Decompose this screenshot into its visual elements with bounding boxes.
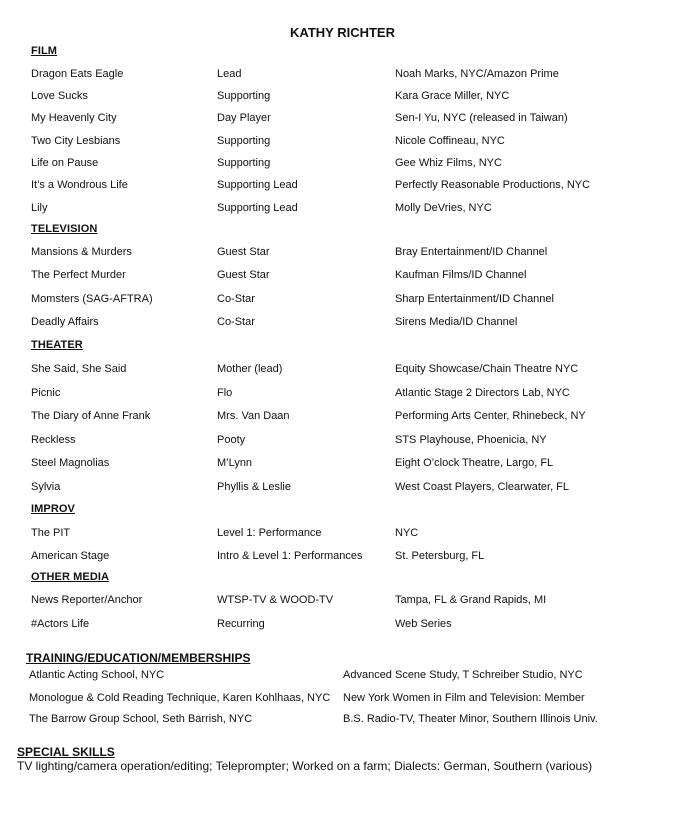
credit-company: Perfectly Reasonable Productions, NYC (395, 179, 591, 191)
credit-company: Kaufman Films/ID Channel (395, 269, 527, 281)
credit-company: Molly DeVries, NYC (395, 202, 492, 214)
credit-role: Level 1: Performance (217, 527, 322, 539)
credit-role: Guest Star (217, 246, 270, 258)
credit-title: My Heavenly City (31, 112, 117, 124)
credit-title: Mansions & Murders (31, 246, 132, 258)
section-heading-other-media: OTHER MEDIA (31, 571, 110, 583)
credit-title: American Stage (31, 550, 110, 562)
credit-title: Two City Lesbians (31, 135, 121, 147)
credit-row (0, 527, 685, 542)
credit-title: Love Sucks (31, 90, 88, 102)
training-item: Atlantic Acting School, NYC (29, 669, 165, 681)
credit-row (0, 550, 685, 565)
credit-row (0, 410, 685, 425)
credit-role: Day Player (217, 112, 271, 124)
training-heading: TRAINING/EDUCATION/MEMBERSHIPS (26, 651, 251, 665)
training-item: B.S. Radio-TV, Theater Minor, Southern Illinois Univ. (343, 713, 598, 725)
credit-company: Sen-I Yu, NYC (released in Taiwan) (395, 112, 568, 124)
credit-title: Dragon Eats Eagle (31, 68, 124, 80)
credit-title: She Said, She Said (31, 363, 127, 375)
credit-title: Deadly Affairs (31, 316, 99, 328)
skills-text: TV lighting/camera operation/editing; Teleprompter; Worked on a farm; Dialects: German, Southern (various) (17, 759, 593, 773)
training-item: The Barrow Group School, Seth Barrish, NYC (29, 713, 253, 725)
credit-role: M’Lynn (217, 457, 253, 469)
credit-row (0, 112, 685, 127)
credit-row (0, 68, 685, 83)
credit-company: Performing Arts Center, Rhinebeck, NY (395, 410, 586, 422)
credit-row (0, 90, 685, 105)
credit-company: Sirens Media/ID Channel (395, 316, 518, 328)
credit-row (0, 293, 685, 308)
credit-title: #Actors Life (31, 618, 90, 630)
credit-role: Intro & Level 1: Performances (217, 550, 363, 562)
credit-company: Gee Whiz Films, NYC (395, 157, 502, 169)
credit-row (0, 269, 685, 284)
credit-row (0, 363, 685, 378)
resume-name: KATHY RICHTER (290, 25, 395, 40)
credit-role: Co-Star (217, 293, 255, 305)
credit-title: Life on Pause (31, 157, 99, 169)
credit-role: Supporting Lead (217, 179, 298, 191)
credit-row (0, 481, 685, 496)
credit-title: Reckless (31, 434, 76, 446)
credit-row (0, 202, 685, 217)
credit-role: Supporting Lead (217, 202, 298, 214)
credit-company: Kara Grace Miller, NYC (395, 90, 510, 102)
credit-role: Supporting (217, 157, 271, 169)
section-heading-television: TELEVISION (31, 223, 98, 235)
credit-role: WTSP-TV & WOOD-TV (217, 594, 334, 606)
credit-title: The PIT (31, 527, 71, 539)
credit-row (0, 316, 685, 331)
credit-company: St. Petersburg, FL (395, 550, 485, 562)
credit-row (0, 618, 685, 633)
credit-role: Recurring (217, 618, 265, 630)
credit-role: Guest Star (217, 269, 270, 281)
skills-heading: SPECIAL SKILLS (17, 745, 115, 759)
credit-company: Noah Marks, NYC/Amazon Prime (395, 68, 559, 80)
training-item: Monologue & Cold Reading Technique, Karen Kohlhaas, NYC (29, 692, 331, 704)
credit-title: Momsters (SAG-AFTRA) (31, 293, 153, 305)
credit-company: Nicole Coffineau, NYC (395, 135, 505, 147)
credit-role: Lead (217, 68, 242, 80)
credit-role: Mrs. Van Daan (217, 410, 290, 422)
credit-title: The Perfect Murder (31, 269, 126, 281)
training-item: Advanced Scene Study, T Schreiber Studio, NYC (343, 669, 583, 681)
section-heading-theater: THEATER (31, 339, 83, 351)
section-heading-film: FILM (31, 45, 58, 57)
credit-row (0, 157, 685, 172)
credit-row (0, 246, 685, 261)
credit-row (0, 594, 685, 609)
credit-company: Sharp Entertainment/ID Channel (395, 293, 554, 305)
credit-company: Eight O’clock Theatre, Largo, FL (395, 457, 554, 469)
credit-company: STS Playhouse, Phoenicia, NY (395, 434, 547, 446)
section-heading-improv: IMPROV (31, 503, 75, 515)
credit-company: Tampa, FL & Grand Rapids, MI (395, 594, 547, 606)
credit-role: Pooty (217, 434, 246, 446)
credit-title: Steel Magnolias (31, 457, 110, 469)
credit-role: Phyllis & Leslie (217, 481, 291, 493)
credit-role: Supporting (217, 135, 271, 147)
credit-company: Bray Entertainment/ID Channel (395, 246, 548, 258)
credit-company: Equity Showcase/Chain Theatre NYC (395, 363, 579, 375)
credit-role: Supporting (217, 90, 271, 102)
credit-row (0, 434, 685, 449)
credit-title: News Reporter/Anchor (31, 594, 143, 606)
credit-title: Lily (31, 202, 48, 214)
credit-row (0, 179, 685, 194)
credit-company: NYC (395, 527, 419, 539)
credit-role: Mother (lead) (217, 363, 283, 375)
credit-row (0, 457, 685, 472)
credit-title: Picnic (31, 387, 61, 399)
credit-row (0, 387, 685, 402)
credit-company: West Coast Players, Clearwater, FL (395, 481, 570, 493)
credit-company: Web Series (395, 618, 452, 630)
credit-company: Atlantic Stage 2 Directors Lab, NYC (395, 387, 570, 399)
credit-title: It’s a Wondrous Life (31, 179, 128, 191)
training-item: New York Women in Film and Television: Member (343, 692, 585, 704)
credit-title: The Diary of Anne Frank (31, 410, 151, 422)
credit-role: Co-Star (217, 316, 255, 328)
credit-title: Sylvia (31, 481, 61, 493)
credit-row (0, 135, 685, 150)
credit-role: Flo (217, 387, 233, 399)
